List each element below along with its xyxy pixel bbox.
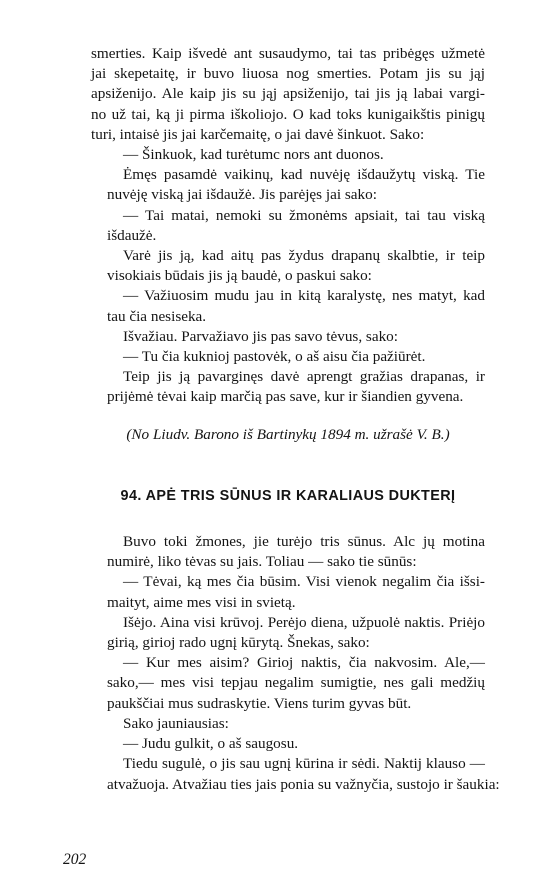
paragraph: [91, 44, 485, 145]
text-line: Buvo toki žmones, jie turėjo tris sūnus. Alc jų motina: [123, 533, 485, 551]
text-line: jai skepetaitę, ir buvo liuosa nog smerties. Potam jis su jąj: [91, 65, 485, 83]
story-beginning: [91, 532, 500, 795]
text-line: turi, intaisė jis jai karčemaitę, o jai davė šinkuot. Sako:: [91, 125, 425, 143]
text-line: — Tai matai, nemoki su žmonėms apsiait, tai tau viską: [123, 206, 485, 224]
text-line: apsiženijo. Ale kaip jis su jąj apsiženijo, tai jis ją labai vargi-: [91, 85, 485, 103]
text-line: sako,— mes visi tepjau negalim sumigtie, nes gali medžių: [107, 674, 485, 692]
paragraph: [91, 286, 485, 326]
text-line: išdaužė.: [107, 226, 157, 244]
text-line: — Tėvai, ką mes čia būsim. Visi vienok negalim čia išsi-: [123, 573, 485, 591]
paragraph: [91, 653, 485, 714]
text-line: Varė jis ją, kad aitų pas žydus drapanų skalbtie, ir teip: [123, 247, 485, 265]
page-number: 202: [63, 851, 87, 868]
text-line: prijėmė tėvai kaip marčią pas save, kur ir šiandien gyvena.: [107, 388, 464, 406]
text-line: no už tai, ką ji pirma iškoliojo. O kad toks kunigaikštis pinigų: [91, 105, 485, 123]
paragraph: [91, 532, 485, 572]
text-line: paukščiai mus sudraskytie. Viens turim gyvas būt.: [107, 694, 412, 712]
text-line: — Kur mes aisim? Girioj naktis, čia nakvosim. Ale,—: [123, 654, 485, 672]
source-citation: (No Liudv. Barono iš Bartinykų 1894 m. užrašė V. B.): [126, 425, 450, 443]
paragraph: [91, 572, 485, 612]
paragraph: [91, 613, 485, 653]
story-heading: 94. APĖ TRIS SŪNUS IR KARALIAUS DUKTERĮ: [120, 487, 456, 504]
paragraph: [91, 145, 485, 165]
text-line: Išvažiau. Parvažiavo jis pas savo tėvus, sako:: [123, 327, 398, 345]
text-line: — Važiuosim mudu jau in kitą karalystę, nes matyt, kad: [123, 287, 485, 305]
text-line: atvažuoja. Atvažiau ties jais ponia su važnyčia, sustojo ir šaukia:: [107, 775, 500, 793]
text-line: maityt, aime mes visi in svietą.: [107, 593, 296, 611]
text-line: numirė, liko tėvas su jais. Toliau — sako tie sūnūs:: [107, 553, 417, 571]
text-line: smerties. Kaip išvedė ant susaudymo, tai tas pribėgęs užmetė: [91, 45, 485, 62]
text-line: visokiais būdais jis ją baudė, o paskui sako:: [107, 267, 372, 285]
text-line: tau čia nesiseka.: [107, 307, 207, 325]
paragraph: [91, 754, 500, 794]
text-line: — Tu čia kuknioj pastovėk, o aš aisu čia pažiūrėt.: [123, 348, 426, 366]
text-line: Išėjo. Aina visi krūvoj. Perėjo diena, užpuolė naktis. Priėjo: [123, 613, 485, 631]
text-line: Ėmęs pasamdė vaikinų, kad nuvėję išdaužytų viską. Tie: [123, 166, 485, 184]
paragraph: [91, 165, 485, 205]
paragraph: [91, 206, 485, 246]
text-line: — Judu gulkit, o aš saugosu.: [123, 735, 299, 753]
text-line: — Šinkuok, kad turėtumc nors ant duonos.: [123, 146, 384, 164]
paragraph: [91, 714, 485, 734]
text-line: Teip jis ją pavarginęs davė aprengt gražias drapanas, ir: [123, 368, 485, 386]
text-line: Sako jauniausias:: [123, 714, 229, 732]
text-block: [91, 44, 500, 795]
text-line: nuvėję viską jai išdaužė. Jis parėjęs jai sako:: [107, 186, 377, 204]
paragraph: [91, 347, 485, 367]
text-line: Tiedu sugulė, o jis sau ugnį kūrina ir sėdi. Naktij klauso —: [123, 755, 485, 773]
paragraph: [91, 327, 485, 347]
paragraph: [91, 734, 485, 754]
paragraph: [91, 367, 485, 407]
text-line: girią, girioj rado ugnį kūrytą. Šnekas, sako:: [107, 634, 370, 652]
paragraph: [91, 246, 485, 286]
story-ending: [91, 44, 485, 408]
